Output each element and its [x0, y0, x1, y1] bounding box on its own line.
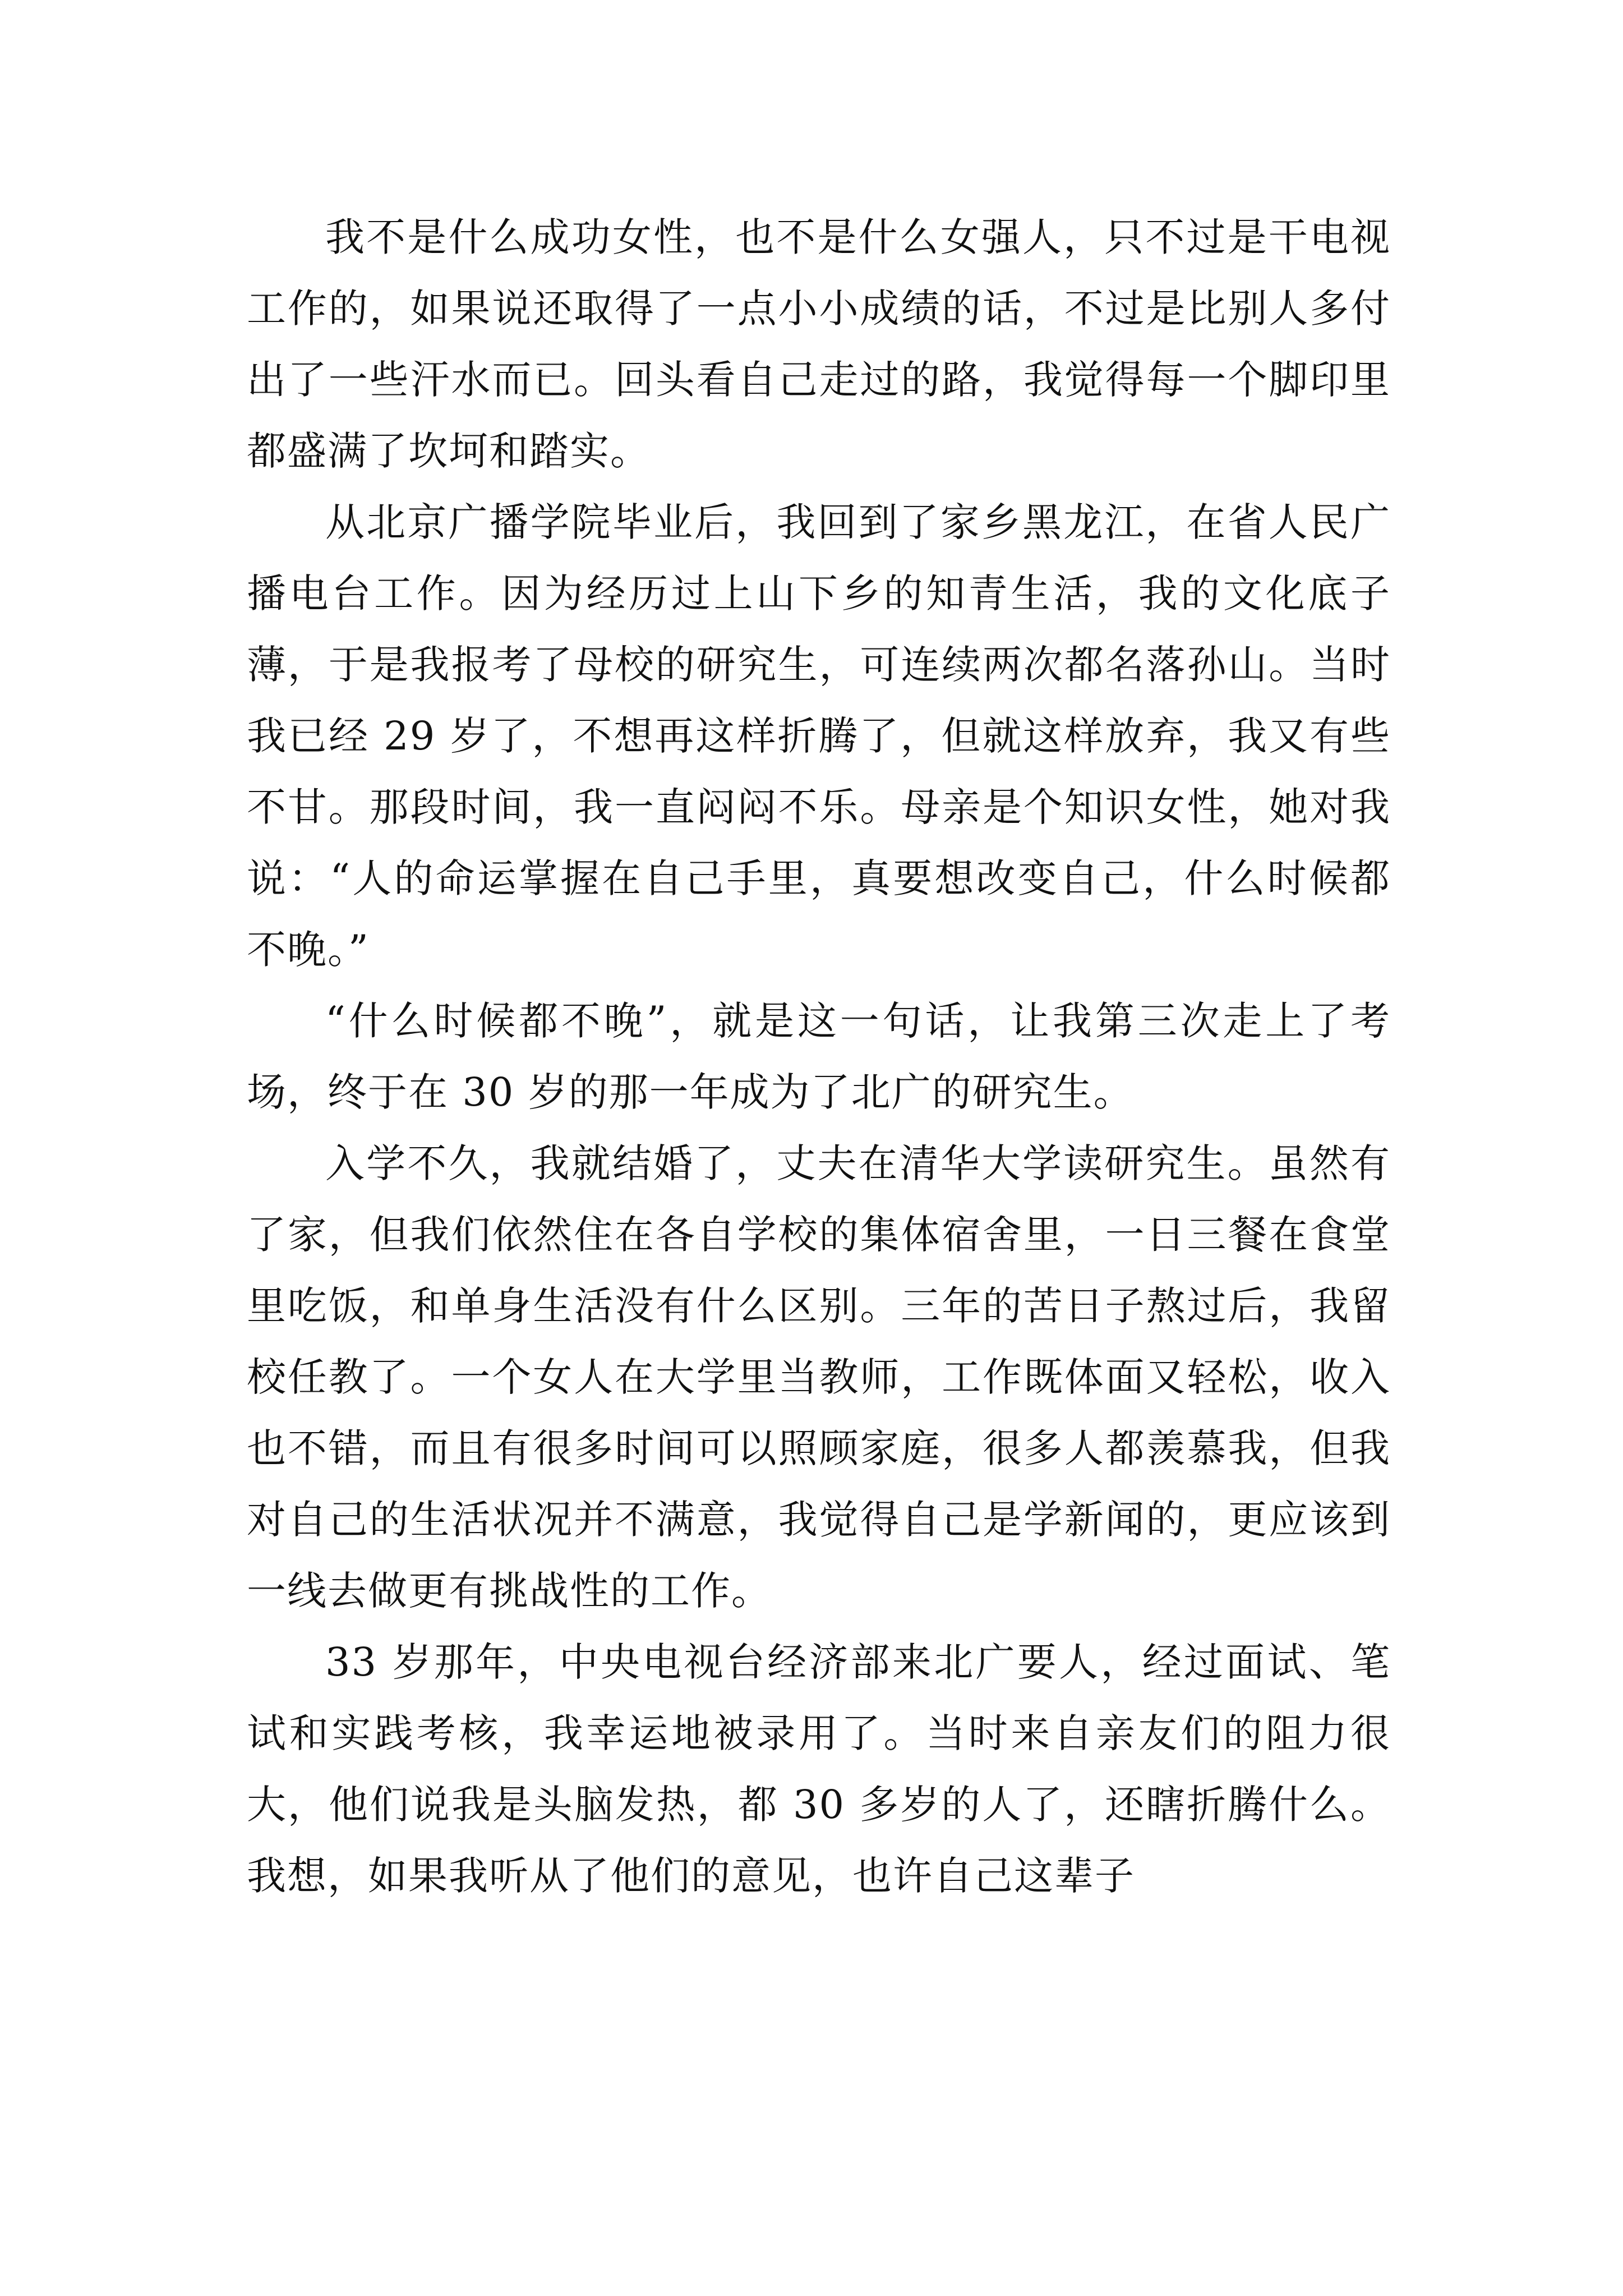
- paragraph-3: “什么时候都不晚”，就是这一句话，让我第三次走上了考场，终于在 30 岁的那一年成为了北广的研究生。: [247, 998, 1391, 1115]
- body-text: [247, 202, 1391, 1912]
- paragraph-1: 我不是什么成功女性，也不是什么女强人，只不过是干电视工作的，如果说还取得了一点小小成绩的话，不过是比别人多付出了一些汗水而已。回头看自己走过的路，我觉得每一个脚印里都盛满了坎坷和踏实。: [247, 214, 1391, 474]
- paragraph-5: 33 岁那年，中央电视台经济部来北广要人，经过面试、笔试和实践考核，我幸运地被录用了。当时来自亲友们的阻力很大，他们说我是头脑发热，都 30 多岁的人了，还瞎折腾什么。我想，如果我听从了他们的意见，也许自己这辈子: [247, 1639, 1391, 1899]
- paragraph-4: 入学不久，我就结婚了，丈夫在清华大学读研究生。虽然有了家，但我们依然住在各自学校的集体宿舍里，一日三餐在食堂里吃饭，和单身生活没有什么区别。三年的苦日子熬过后，我留校任教了。一个女人在大学里当教师，工作既体面又轻松，收入也不错，而且有很多时间可以照顾家庭，很多人都羡慕我，但我对自己的生活状况并不满意，我觉得自己是学新闻的，更应该到一线去做更有挑战性的工作。: [247, 1140, 1391, 1614]
- paragraph-2: 从北京广播学院毕业后，我回到了家乡黑龙江，在省人民广播电台工作。因为经历过上山下乡的知青生活，我的文化底子薄，于是我报考了母校的研究生，可连续两次都名落孙山。当时我已经 29 岁了，不想再这样折腾了，但就这样放弃，我又有些不甘。那段时间，我一直闷闷不乐。母亲是个知识女性，她对我说：“人的命运掌握在自己手里，真要想改变自己，什么时候都不晚。”: [247, 499, 1391, 973]
